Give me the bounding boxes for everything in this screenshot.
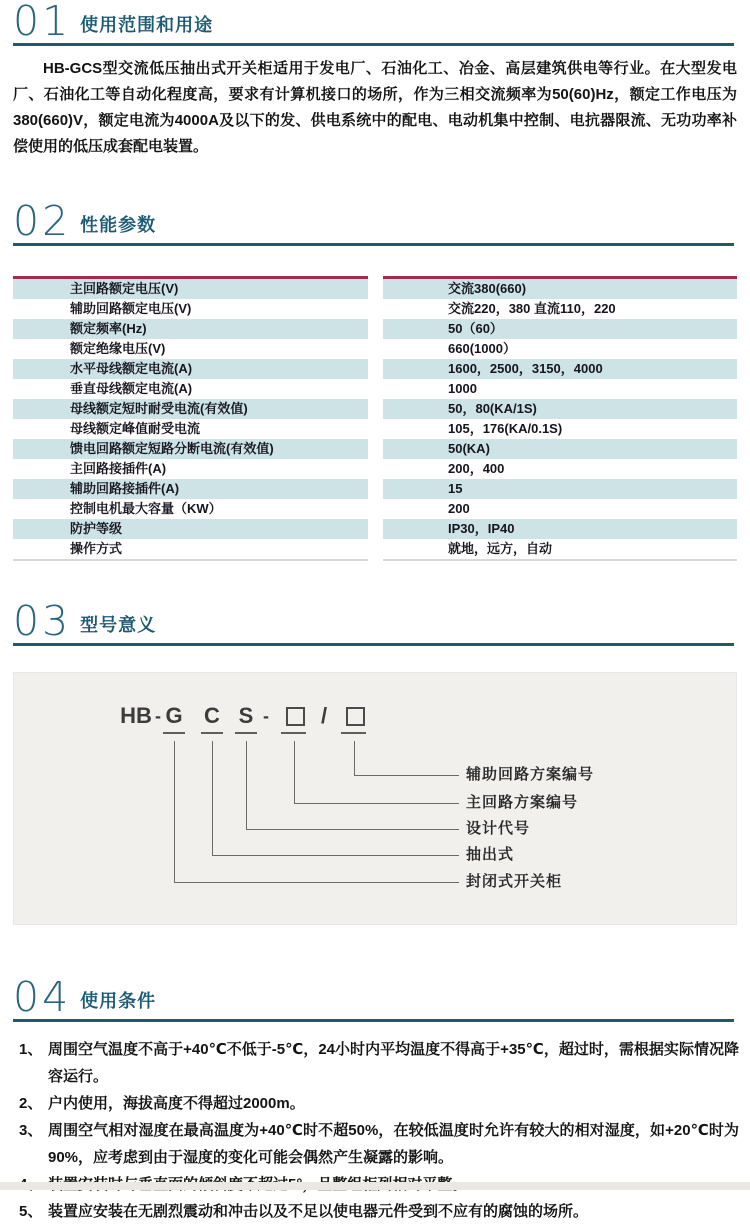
section-04-number: 04	[13, 973, 72, 1021]
section-01-title: 使用范围和用途	[80, 15, 214, 35]
model-designation-box	[13, 672, 737, 925]
param-label: 操作方式	[70, 541, 123, 556]
model-letter-s: S	[238, 703, 254, 728]
section-02-title: 性能参数	[80, 215, 157, 235]
model-letter-c: C	[204, 703, 220, 728]
model-slash: /	[320, 703, 328, 728]
condition-item: 5、 装置应安装在无剧烈震动和冲击以及不足以使电器元件受到不应有的腐蚀的场所。	[13, 1198, 739, 1225]
connector-line	[174, 741, 459, 883]
connector-label: 设计代号	[466, 820, 531, 837]
section-04-title: 使用条件	[80, 991, 157, 1011]
model-prefix: HB	[120, 703, 152, 728]
param-label: 辅助回路额定电压(V)	[70, 301, 192, 316]
param-value: 1000	[448, 381, 477, 396]
param-value: 50（60）	[383, 319, 737, 339]
param-label: 额定绝缘电压(V)	[70, 341, 166, 356]
param-value: 50，80(KA/1S)	[383, 399, 737, 419]
condition-item: 1、 周围空气温度不高于+40℃不低于-5℃，24小时内平均温度不得高于+35℃，超过时，需根据实际情况降容运行。	[13, 1036, 739, 1090]
condition-number: 3、	[19, 1122, 43, 1139]
underline-box-aux	[341, 732, 366, 734]
connector-label: 抽出式	[466, 846, 515, 863]
model-letter-g: G	[165, 703, 183, 728]
section-04-heading	[13, 973, 734, 1022]
param-value: IP30，IP40	[383, 519, 737, 539]
condition-item: 3、 周围空气相对湿度在最高温度为+40℃时不超50%，在较低温度时允许有较大的相对湿度，如+20℃时为90%，应考虑到由于湿度的变化可能会偶然产生凝露的影响。	[13, 1117, 739, 1171]
intro-paragraph: HB-GCS型交流低压抽出式开关柜适用于发电厂、石油化工、冶金、高层建筑供电等行业。在大型发电厂、石油化工等自动化程度高，要求有计算机接口的场所，作为三相交流频率为50(60)Hz，额定工作电压为380(660)V，额定电流为4000A及以下的发、供电系统中的配电、电动机集中控制、电抗器限流、无功功率补偿使用的低压成套配电装置。	[13, 60, 737, 155]
underline-s	[235, 732, 257, 734]
underline-c	[201, 732, 223, 734]
param-value: 1600，2500，3150，4000	[383, 359, 737, 379]
param-label: 主回路接插件(A)	[70, 461, 167, 476]
section-03-number: 03	[13, 597, 72, 645]
condition-number: 5、	[19, 1203, 43, 1220]
model-hyphen-1: -	[155, 706, 161, 726]
param-value: 105，176(KA/0.1S)	[448, 421, 563, 436]
condition-number: 2、	[19, 1095, 43, 1112]
underline-box-main	[281, 732, 306, 734]
params-labels-column	[13, 276, 368, 561]
param-label: 主回路额定电压(V)	[13, 279, 368, 299]
param-label: 辅助回路接插件(A)	[13, 479, 368, 499]
connector-label: 封闭式开关柜	[466, 873, 563, 890]
placeholder-box-main	[286, 707, 305, 726]
connector-label: 主回路方案编号	[466, 794, 579, 811]
param-value: 200	[448, 501, 470, 516]
section-01-heading	[13, 2, 734, 46]
param-value: 交流220，380 直流110，220	[448, 301, 616, 316]
param-value: 15	[383, 479, 737, 499]
param-label: 馈电回路额定短路分断电流(有效值)	[13, 439, 368, 459]
param-value: 交流380(660)	[383, 279, 737, 299]
model-hyphen-2: -	[263, 706, 269, 726]
param-label: 水平母线额定电流(A)	[13, 359, 368, 379]
section-02-heading	[13, 197, 734, 246]
placeholder-box-aux	[346, 707, 365, 726]
condition-item: 2、 户内使用，海拔高度不得超过2000m。	[13, 1090, 739, 1117]
usage-conditions-list	[13, 1036, 739, 1225]
section-03-title: 型号意义	[80, 615, 157, 635]
section-01-number: 01	[13, 0, 72, 45]
param-value: 200，400	[448, 461, 505, 476]
model-diagram	[14, 673, 736, 924]
param-value: 就地，远方，自动	[448, 541, 553, 556]
param-label: 母线额定短时耐受电流(有效值)	[13, 399, 368, 419]
param-value: 660(1000）	[448, 341, 516, 356]
section-02-number: 02	[13, 197, 72, 245]
param-label: 防护等级	[13, 519, 368, 539]
condition-number: 1、	[19, 1041, 43, 1058]
underline-g	[163, 732, 185, 734]
param-label: 控制电机最大容量（KW）	[70, 501, 222, 516]
section-03-heading	[13, 597, 734, 646]
page-bottom-strip	[0, 1182, 750, 1190]
param-value: 50(KA)	[383, 439, 737, 459]
params-values-column	[383, 276, 737, 561]
param-label: 垂直母线额定电流(A)	[70, 381, 193, 396]
connector-label: 辅助回路方案编号	[466, 766, 595, 783]
params-table	[13, 276, 737, 561]
param-label: 母线额定峰值耐受电流	[70, 421, 201, 436]
param-label: 额定频率(Hz)	[13, 319, 368, 339]
